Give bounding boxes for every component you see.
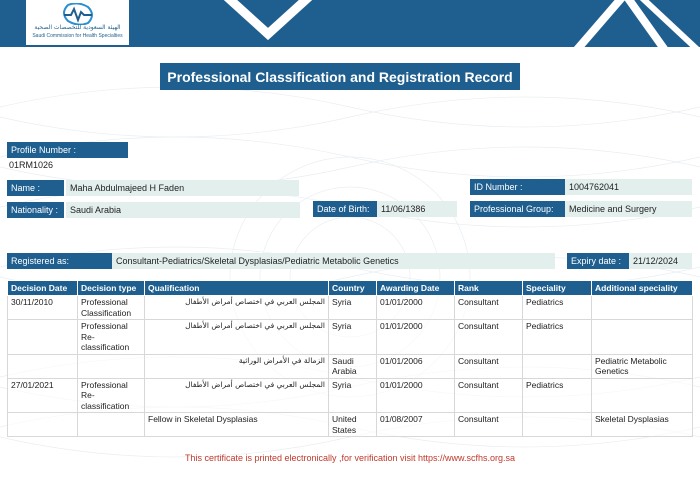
cell-decision-date xyxy=(8,320,78,355)
col-header-qualification: Qualification xyxy=(145,281,329,296)
cell-country: United States xyxy=(329,413,377,437)
cell-rank: Consultant xyxy=(455,320,523,355)
cell-additional-speciality xyxy=(592,378,693,413)
cell-country: Syria xyxy=(329,378,377,413)
cell-decision-type: Professional Re-classification xyxy=(78,320,145,355)
table-row xyxy=(8,354,693,378)
cell-speciality: Pediatrics xyxy=(523,320,592,355)
cell-decision-date: 27/01/2021 xyxy=(8,378,78,413)
cell-awarding-date: 01/08/2007 xyxy=(377,413,455,437)
col-header-country: Country xyxy=(329,281,377,296)
cell-qualification: المجلس العربي في اختصاص أمراض الأطفال xyxy=(145,296,329,320)
cell-country: Syria xyxy=(329,320,377,355)
dob-value: 11/06/1386 xyxy=(377,201,457,217)
expiry-date-label: Expiry date : xyxy=(567,253,629,269)
name-value: Maha Abdulmajeed H Faden xyxy=(66,180,299,196)
cell-qualification: المجلس العربي في اختصاص أمراض الأطفال xyxy=(145,320,329,355)
registered-as-label: Registered as: xyxy=(7,253,112,269)
cell-rank: Consultant xyxy=(455,413,523,437)
cell-country: Saudi Arabia xyxy=(329,354,377,378)
expiry-date-value: 21/12/2024 xyxy=(629,253,692,269)
col-header-speciality: Speciality xyxy=(523,281,592,296)
cell-awarding-date: 01/01/2000 xyxy=(377,320,455,355)
logo-arabic-text: الهيئة السعودية للتخصصات الصحية xyxy=(34,24,121,31)
verification-footer: This certificate is printed electronically ,for verification visit https://www.scfhs.org.sa xyxy=(184,453,516,463)
cell-awarding-date: 01/01/2006 xyxy=(377,354,455,378)
cell-additional-speciality xyxy=(592,296,693,320)
cell-rank: Consultant xyxy=(455,378,523,413)
cell-speciality: Pediatrics xyxy=(523,378,592,413)
cell-additional-speciality: Pediatric Metabolic Genetics xyxy=(592,354,693,378)
cell-speciality xyxy=(523,354,592,378)
page-title: Professional Classification and Registration Record xyxy=(160,63,520,90)
cell-awarding-date: 01/01/2000 xyxy=(377,378,455,413)
id-number-value: 1004762041 xyxy=(565,179,692,195)
cell-decision-date: 30/11/2010 xyxy=(8,296,78,320)
classification-table xyxy=(7,280,693,437)
name-label: Name : xyxy=(7,180,64,196)
cell-qualification: المجلس العربي في اختصاص أمراض الأطفال xyxy=(145,378,329,413)
cell-additional-speciality: Skeletal Dysplasias xyxy=(592,413,693,437)
profile-number-value: 01RM1026 xyxy=(9,160,54,170)
professional-group-value: Medicine and Surgery xyxy=(565,201,692,217)
table-header-row xyxy=(8,281,693,296)
table-row xyxy=(8,320,693,355)
cell-additional-speciality xyxy=(592,320,693,355)
col-header-rank: Rank xyxy=(455,281,523,296)
cell-awarding-date: 01/01/2000 xyxy=(377,296,455,320)
cell-speciality xyxy=(523,413,592,437)
nationality-label: Nationality : xyxy=(7,202,64,218)
profile-number-label: Profile Number : xyxy=(7,142,128,158)
col-header-decision-date: Decision Date xyxy=(8,281,78,296)
col-header-additional-speciality: Additional speciality xyxy=(592,281,693,296)
cell-decision-type: Professional Re-classification xyxy=(78,378,145,413)
cell-qualification: Fellow in Skeletal Dysplasias xyxy=(145,413,329,437)
table-row xyxy=(8,378,693,413)
table-row xyxy=(8,296,693,320)
cell-decision-type xyxy=(78,354,145,378)
cell-decision-date xyxy=(8,354,78,378)
scfhs-logo xyxy=(26,0,129,45)
cell-decision-type: Professional Classification xyxy=(78,296,145,320)
cell-speciality: Pediatrics xyxy=(523,296,592,320)
cell-decision-type xyxy=(78,413,145,437)
cell-country: Syria xyxy=(329,296,377,320)
header-banner xyxy=(0,0,700,47)
cell-qualification: الزمالة في الأمراض الوراثية xyxy=(145,354,329,378)
logo-english-text: Saudi Commission for Health Specialties xyxy=(32,33,123,39)
registered-as-value: Consultant-Pediatrics/Skeletal Dysplasias/Pediatric Metabolic Genetics xyxy=(112,253,555,269)
col-header-awarding-date: Awarding Date xyxy=(377,281,455,296)
logo-heartbeat-icon xyxy=(58,3,98,25)
cell-decision-date xyxy=(8,413,78,437)
col-header-decision-type: Decision type xyxy=(78,281,145,296)
cell-rank: Consultant xyxy=(455,296,523,320)
professional-group-label: Professional Group: xyxy=(470,201,565,217)
dob-label: Date of Birth: xyxy=(313,201,377,217)
nationality-value: Saudi Arabia xyxy=(66,202,300,218)
id-number-label: ID Number : xyxy=(470,179,565,195)
cell-rank: Consultant xyxy=(455,354,523,378)
table-row xyxy=(8,413,693,437)
